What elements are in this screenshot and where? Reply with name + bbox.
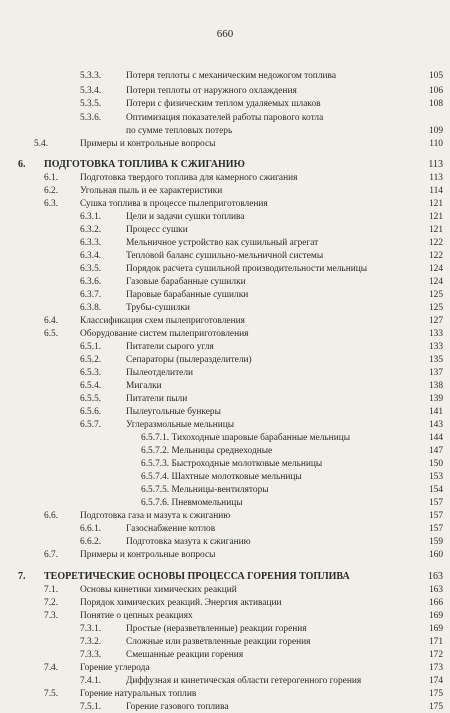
toc-entry: [0, 676, 450, 687]
toc-entry-number: 6.2.: [44, 186, 59, 196]
toc-entry-number: 6.3.3.: [80, 238, 102, 248]
toc-entry-page: 166: [428, 598, 443, 608]
toc-entry-number: 7.5.: [44, 689, 59, 699]
toc-entry-title-line2: по сумме тепловых потерь: [126, 126, 233, 136]
toc-entry-title: Подготовка газа и мазута к сжиганию: [80, 511, 231, 521]
toc-entry: [0, 459, 450, 470]
toc-entry-page: 150: [428, 459, 443, 469]
toc-entry-title: Горение газового топлива: [126, 702, 229, 712]
toc-entry-page: 121: [428, 212, 443, 222]
toc-entry-page: 171: [428, 637, 443, 647]
toc-entry: [0, 537, 450, 548]
toc-entry-number: 7.3.3.: [80, 650, 102, 660]
toc-entry: [0, 303, 450, 314]
toc-chapter-heading: [0, 571, 450, 582]
toc-entry-title: Подготовка мазута к сжиганию: [126, 537, 251, 547]
toc-entry: [0, 524, 450, 535]
toc-entry-page: 125: [428, 303, 443, 313]
toc-entry-title: Мигалки: [126, 381, 162, 391]
toc-entry-page: 163: [428, 585, 443, 595]
toc-entry-page: 160: [428, 550, 443, 560]
toc-entry: [0, 420, 450, 431]
toc-entry-number: 5.3.4.: [80, 86, 102, 96]
toc-entry-number: 6.6.1.: [80, 524, 102, 534]
toc-entry-number: 5.3.6.: [80, 113, 102, 123]
toc-entry: [0, 225, 450, 236]
toc-entry-title: 6.5.7.5. Мельницы-вентиляторы: [141, 485, 269, 495]
toc-entry-number: 6.1.: [44, 173, 59, 183]
toc-entry-title: Трубы-сушилки: [126, 303, 190, 313]
toc-entry: [0, 394, 450, 405]
toc-entry-number: 7.5.1.: [80, 702, 102, 712]
toc-entry-number: 6.5.2.: [80, 355, 102, 365]
toc-entry-page: 124: [428, 277, 443, 287]
toc-chapter-title: ТЕОРЕТИЧЕСКИЕ ОСНОВЫ ПРОЦЕССА ГОРЕНИЯ ТОПЛИВА: [44, 571, 350, 582]
toc-entry-number: 5.3.3.: [80, 71, 102, 81]
toc-entry-number: 7.3.1.: [80, 624, 102, 634]
toc-entry: [0, 290, 450, 301]
toc-entry-number: 6.3.7.: [80, 290, 102, 300]
toc-entry: [0, 355, 450, 366]
toc-entry-page: 124: [428, 264, 443, 274]
toc-entry-number: 5.3.5.: [80, 99, 102, 109]
toc-entry: [0, 433, 450, 444]
toc-entry-page: 174: [428, 676, 443, 686]
page-number: 660: [216, 28, 234, 40]
toc-entry-title: Потери с физическим теплом удаляемых шлаков: [126, 99, 321, 109]
toc-entry: [0, 689, 450, 700]
toc-entry-page: 169: [428, 611, 443, 621]
toc-entry: [0, 71, 450, 82]
toc-entry: [0, 585, 450, 596]
toc-entry-page: 141: [428, 407, 443, 417]
toc-entry-title: Примеры и контрольные вопросы: [80, 139, 216, 149]
toc-entry-number: 6.5.4.: [80, 381, 102, 391]
toc-entry-number: 7.1.: [44, 585, 59, 595]
toc-entry-number: 7.2.: [44, 598, 59, 608]
toc-entry-page: 144: [428, 433, 443, 443]
toc-entry: [0, 368, 450, 379]
toc-entry-number: 6.3.8.: [80, 303, 102, 313]
toc-entry-number: 6.5.5.: [80, 394, 102, 404]
toc-entry-title: 6.5.7.4. Шахтные молотковые мельницы: [141, 472, 302, 482]
toc-entry-number: 6.3.4.: [80, 251, 102, 261]
toc-entry-page: 175: [428, 702, 443, 712]
toc-entry-number: 6.4.: [44, 316, 59, 326]
toc-entry-page: 147: [428, 446, 443, 456]
toc-entry-title: Потеря теплоты с механическим недожогом топлива: [126, 71, 336, 81]
toc-entry-page: 122: [428, 238, 443, 248]
toc-entry-title: Простые (неразветвленные) реакции горения: [126, 624, 307, 634]
toc-entry-page: 153: [428, 472, 443, 482]
toc-entry-page: 169: [428, 624, 443, 634]
toc-entry-number: 5.4.: [34, 139, 49, 149]
toc-entry: [0, 637, 450, 648]
toc-entry-page: 122: [428, 251, 443, 261]
toc-entry-page: 173: [428, 663, 443, 673]
toc-entry-title: Подготовка твердого топлива для камерного сжигания: [80, 173, 298, 183]
toc-entry-title: Потери теплоты от наружного охлаждения: [126, 86, 297, 96]
toc-entry: [0, 446, 450, 457]
toc-entry: [0, 381, 450, 392]
toc-entry-title: Понятие о цепных реакциях: [80, 611, 193, 621]
toc-entry: [0, 663, 450, 674]
toc-entry-title: Основы кинетики химических реакций: [80, 585, 237, 595]
toc-entry: [0, 550, 450, 561]
toc-chapter-number: 7.: [18, 571, 26, 582]
toc-entry-title: 6.5.7.1. Тихоходные шаровые барабанные мельницы: [141, 433, 351, 443]
toc-entry: [0, 251, 450, 262]
toc-entry-title: Оптимизация показателей работы парового котла: [126, 113, 324, 123]
toc-entry-page: 125: [428, 290, 443, 300]
toc-entry-number: 6.3.5.: [80, 264, 102, 274]
toc-entry-page: 113: [429, 173, 443, 183]
toc-entry-page: 154: [428, 485, 443, 495]
toc-entry: [0, 407, 450, 418]
toc-entry-page: 133: [428, 342, 443, 352]
toc-entry-title: Диффузная и кинетическая области гетерогенного горения: [126, 676, 362, 686]
toc-entry-title: Питатели пыли: [126, 394, 188, 404]
toc-entry-title: Классификация схем пылеприготовления: [80, 316, 245, 326]
toc-entry: [0, 264, 450, 275]
toc-entry-title: Мельничное устройство как сушильный агрегат: [126, 238, 319, 248]
toc-entry-number: 6.3.: [44, 199, 59, 209]
toc-entry-page: 139: [428, 394, 443, 404]
toc-entry-number: 7.3.2.: [80, 637, 102, 647]
toc-entry: [0, 86, 450, 97]
toc-entry-page: 106: [428, 86, 443, 96]
toc-entry-title: Угольная пыль и ее характеристики: [80, 186, 223, 196]
toc-entry-number: 6.3.2.: [80, 225, 102, 235]
toc-entry-title: Порядок химических реакций. Энергия активации: [80, 598, 282, 608]
toc-entry-page: 137: [428, 368, 443, 378]
toc-entry-title: Горение натуральных топлив: [80, 689, 197, 699]
toc-entry-number: 6.6.: [44, 511, 59, 521]
toc-entry-number: 6.3.1.: [80, 212, 102, 222]
toc-entry-title: Примеры и контрольные вопросы: [80, 550, 216, 560]
toc-entry: [0, 702, 450, 713]
toc-entry-number: 6.3.6.: [80, 277, 102, 287]
toc-entry-page: 157: [428, 524, 443, 534]
toc-entry: [0, 277, 450, 288]
toc-entry: [0, 212, 450, 223]
toc-entry: [0, 624, 450, 635]
toc-entry-title: Порядок расчета сушильной производительности мельницы: [126, 264, 368, 274]
toc-entry-page: 121: [428, 225, 443, 235]
toc-entry-page: 121: [428, 199, 443, 209]
toc-entry-title: Тепловой баланс сушильно-мельничной системы: [126, 251, 324, 261]
toc-entry-title: Пылеотделители: [126, 368, 194, 378]
toc-entry: [0, 186, 450, 197]
toc-entry-title: Сложные или разветвленные реакции горения: [126, 637, 311, 647]
toc-entry: [0, 316, 450, 327]
toc-entry-title: Сушка топлива в процессе пылеприготовления: [80, 199, 268, 209]
toc-entry-title: Углеразмольные мельницы: [126, 420, 235, 430]
toc-entry: [0, 611, 450, 622]
toc-entry: [0, 238, 450, 249]
toc-entry: [0, 329, 450, 340]
toc-entry-title: Сепараторы (пылеразделители): [126, 355, 252, 365]
toc-entry: [0, 511, 450, 522]
toc-entry-page: 110: [429, 139, 443, 149]
toc-entry-number: 6.5.6.: [80, 407, 102, 417]
toc-entry-number: 6.5.: [44, 329, 59, 339]
toc-entry-page: 108: [428, 99, 443, 109]
toc-entry: [0, 485, 450, 496]
toc-entry-page: 138: [428, 381, 443, 391]
toc-entry-number: 7.4.1.: [80, 676, 102, 686]
toc-entry-page: 163: [428, 571, 443, 582]
toc-entry-page: 143: [428, 420, 443, 430]
toc-entry: [0, 99, 450, 110]
toc-entry-title: Питатели сырого угля: [126, 342, 214, 352]
toc-entry: [0, 199, 450, 210]
toc-chapter-number: 6.: [18, 159, 26, 170]
toc-entry-page: 159: [428, 537, 443, 547]
toc-entry-number: 6.5.1.: [80, 342, 102, 352]
toc-entry-page: 157: [428, 498, 443, 508]
toc-entry: [0, 342, 450, 353]
toc-entry-title: 6.5.7.3. Быстроходные молотковые мельницы: [141, 459, 323, 469]
toc-entry: [0, 598, 450, 609]
toc-entry: [0, 472, 450, 483]
toc-entry-title: 6.5.7.6. Пневмомельницы: [141, 498, 243, 508]
toc-entry: [0, 498, 450, 509]
toc-entry-number: 6.5.3.: [80, 368, 102, 378]
toc-entry-title: Горение углерода: [80, 663, 150, 673]
toc-entry-number: 6.5.7.: [80, 420, 102, 430]
toc-entry: [0, 650, 450, 661]
toc-chapter-heading: [0, 159, 450, 170]
toc-entry-title: Смешанные реакции горения: [126, 650, 244, 660]
toc-entry-title: Оборудование систем пылеприготовления: [80, 329, 249, 339]
toc-entry-number: 7.4.: [44, 663, 59, 673]
toc-entry-page: 127: [428, 316, 443, 326]
toc-chapter-title: ПОДГОТОВКА ТОПЛИВА К СЖИГАНИЮ: [44, 159, 245, 170]
toc-entry-title: 6.5.7.2. Мельницы среднеходные: [141, 446, 273, 456]
toc-entry-page: 157: [428, 511, 443, 521]
toc-entry-page: 135: [428, 355, 443, 365]
toc-entry-title: Газовые барабанные сушилки: [126, 277, 246, 287]
toc-entry-title: Паровые барабанные сушилки: [126, 290, 249, 300]
toc-entry-title: Цели и задачи сушки топлива: [126, 212, 245, 222]
toc-entry-page: 113: [428, 159, 443, 170]
toc-entry-title: Процесс сушки: [126, 225, 188, 235]
toc-entry-page: 114: [429, 186, 443, 196]
toc-entry-number: 6.6.2.: [80, 537, 102, 547]
toc-entry-continued: [0, 126, 450, 137]
toc-entry-number: 7.3.: [44, 611, 59, 621]
toc-entry-page: 105: [428, 71, 443, 81]
toc-entry-page: 109: [428, 126, 443, 136]
toc-entry: [0, 173, 450, 184]
toc-entry-number: 6.7.: [44, 550, 59, 560]
toc-entry-title: Газоснабжение котлов: [126, 524, 216, 534]
toc-entry-page: 172: [428, 650, 443, 660]
toc-entry: [0, 139, 450, 150]
toc-entry-page: 133: [428, 329, 443, 339]
toc-entry-page: 175: [428, 689, 443, 699]
toc-entry-title: Пылеугольные бункеры: [126, 407, 221, 417]
